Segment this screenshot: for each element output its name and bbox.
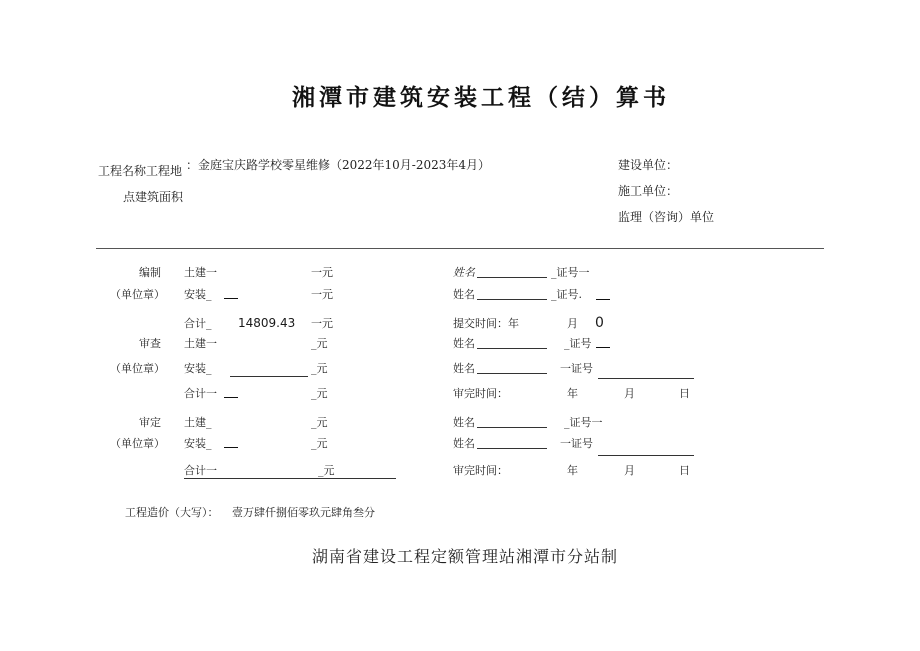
approve-install-unit: _元 bbox=[311, 437, 328, 450]
header-divider bbox=[96, 248, 824, 249]
approve-role: 审定 bbox=[139, 416, 161, 429]
compile-total-unit: 一元 bbox=[311, 317, 333, 330]
approve-month: 月 bbox=[624, 464, 635, 477]
approve-seal: （单位章） bbox=[110, 437, 165, 450]
review-total-label: 合计一 bbox=[184, 387, 217, 400]
project-name-value: ：金庭宝庆路学校零星维修（2022年10月-2023年4月） bbox=[186, 158, 491, 172]
approve-name1-underline bbox=[477, 427, 547, 428]
review-install-unit: _元 bbox=[311, 362, 328, 375]
approve-day: 日 bbox=[679, 464, 690, 477]
review-cert2-underline bbox=[598, 378, 694, 379]
review-name2-label: 姓名 bbox=[453, 362, 475, 375]
project-name-label: 工程名称工程地 bbox=[98, 164, 183, 178]
build-unit-label: 建设单位： bbox=[618, 158, 679, 172]
review-total-unit: _元 bbox=[311, 387, 328, 400]
compile-cert1-label: _证号一 bbox=[551, 266, 590, 279]
approve-civil-unit: _元 bbox=[311, 416, 328, 429]
review-day: 日 bbox=[679, 387, 690, 400]
compile-civil-unit: 一元 bbox=[311, 266, 333, 279]
approve-name1-label: 姓名 bbox=[453, 416, 475, 429]
compile-seal: （单位章） bbox=[110, 288, 165, 301]
footer-issuer: 湖南省建设工程定额管理站湘潭市分站制 bbox=[312, 547, 619, 566]
review-seal: （单位章） bbox=[110, 362, 165, 375]
compile-name2-underline bbox=[477, 299, 547, 300]
construct-unit-label: 施工单位： bbox=[618, 184, 679, 198]
approve-cert1-label: _证号一 bbox=[564, 416, 603, 429]
compile-cert2-underline bbox=[596, 299, 610, 300]
document-title: 湘潭市建筑安装工程（结）算书 bbox=[292, 84, 670, 111]
review-name1-label: 姓名 bbox=[453, 337, 475, 350]
approve-total-underline bbox=[184, 478, 396, 479]
review-civil-label: 土建一 bbox=[184, 337, 217, 350]
compile-submit-day: 0 bbox=[595, 315, 604, 331]
compile-cert2-label: _证号. bbox=[551, 288, 582, 301]
compile-name1-underline bbox=[477, 277, 547, 278]
compile-total-label: 合计_ bbox=[184, 317, 212, 330]
compile-name1-label: 姓名 bbox=[453, 266, 475, 279]
approve-total-label: 合计一 bbox=[184, 464, 217, 477]
compile-install-unit: 一元 bbox=[311, 288, 333, 301]
review-install-underline bbox=[230, 376, 308, 377]
review-year: 年 bbox=[567, 387, 578, 400]
review-role: 审查 bbox=[139, 337, 161, 350]
compile-install-label: 安装_ bbox=[184, 288, 212, 301]
review-civil-unit: _元 bbox=[311, 337, 328, 350]
cost-value: 壹万肆仟捌佰零玖元肆角叁分 bbox=[232, 506, 375, 519]
approve-install-underline bbox=[224, 447, 238, 448]
review-total-underline bbox=[224, 397, 238, 398]
approve-name2-label: 姓名 bbox=[453, 437, 475, 450]
compile-install-underline bbox=[224, 298, 238, 299]
approve-cert2-underline bbox=[598, 455, 694, 456]
compile-name2-label: 姓名 bbox=[453, 288, 475, 301]
review-name1-underline bbox=[477, 348, 547, 349]
approve-total-unit: _元 bbox=[318, 464, 335, 477]
supervise-unit-label: 监理（咨询）单位 bbox=[618, 210, 715, 224]
compile-submit-label: 提交时间：年 bbox=[453, 317, 519, 330]
building-area-label: 点建筑面积 bbox=[123, 190, 184, 204]
approve-name2-underline bbox=[477, 448, 547, 449]
compile-civil-label: 土建一 bbox=[184, 266, 217, 279]
review-time-label: 审完时间： bbox=[453, 387, 508, 400]
compile-submit-month: 月 bbox=[567, 317, 578, 330]
approve-civil-label: 土建_ bbox=[184, 416, 212, 429]
review-month: 月 bbox=[624, 387, 635, 400]
approve-time-label: 审完时间： bbox=[453, 464, 508, 477]
approve-install-label: 安装_ bbox=[184, 437, 212, 450]
cost-label: 工程造价（大写）： bbox=[125, 506, 219, 519]
review-install-label: 安装_ bbox=[184, 362, 212, 375]
review-cert1-underline bbox=[596, 347, 610, 348]
review-cert1-label: _证号 bbox=[564, 337, 592, 350]
review-name2-underline bbox=[477, 373, 547, 374]
approve-cert2-label: 一证号 bbox=[560, 437, 593, 450]
approve-year: 年 bbox=[567, 464, 578, 477]
compile-total-value: 14809.43 bbox=[238, 316, 296, 330]
compile-role: 编制 bbox=[139, 266, 161, 279]
review-cert2-label: 一证号 bbox=[560, 362, 593, 375]
